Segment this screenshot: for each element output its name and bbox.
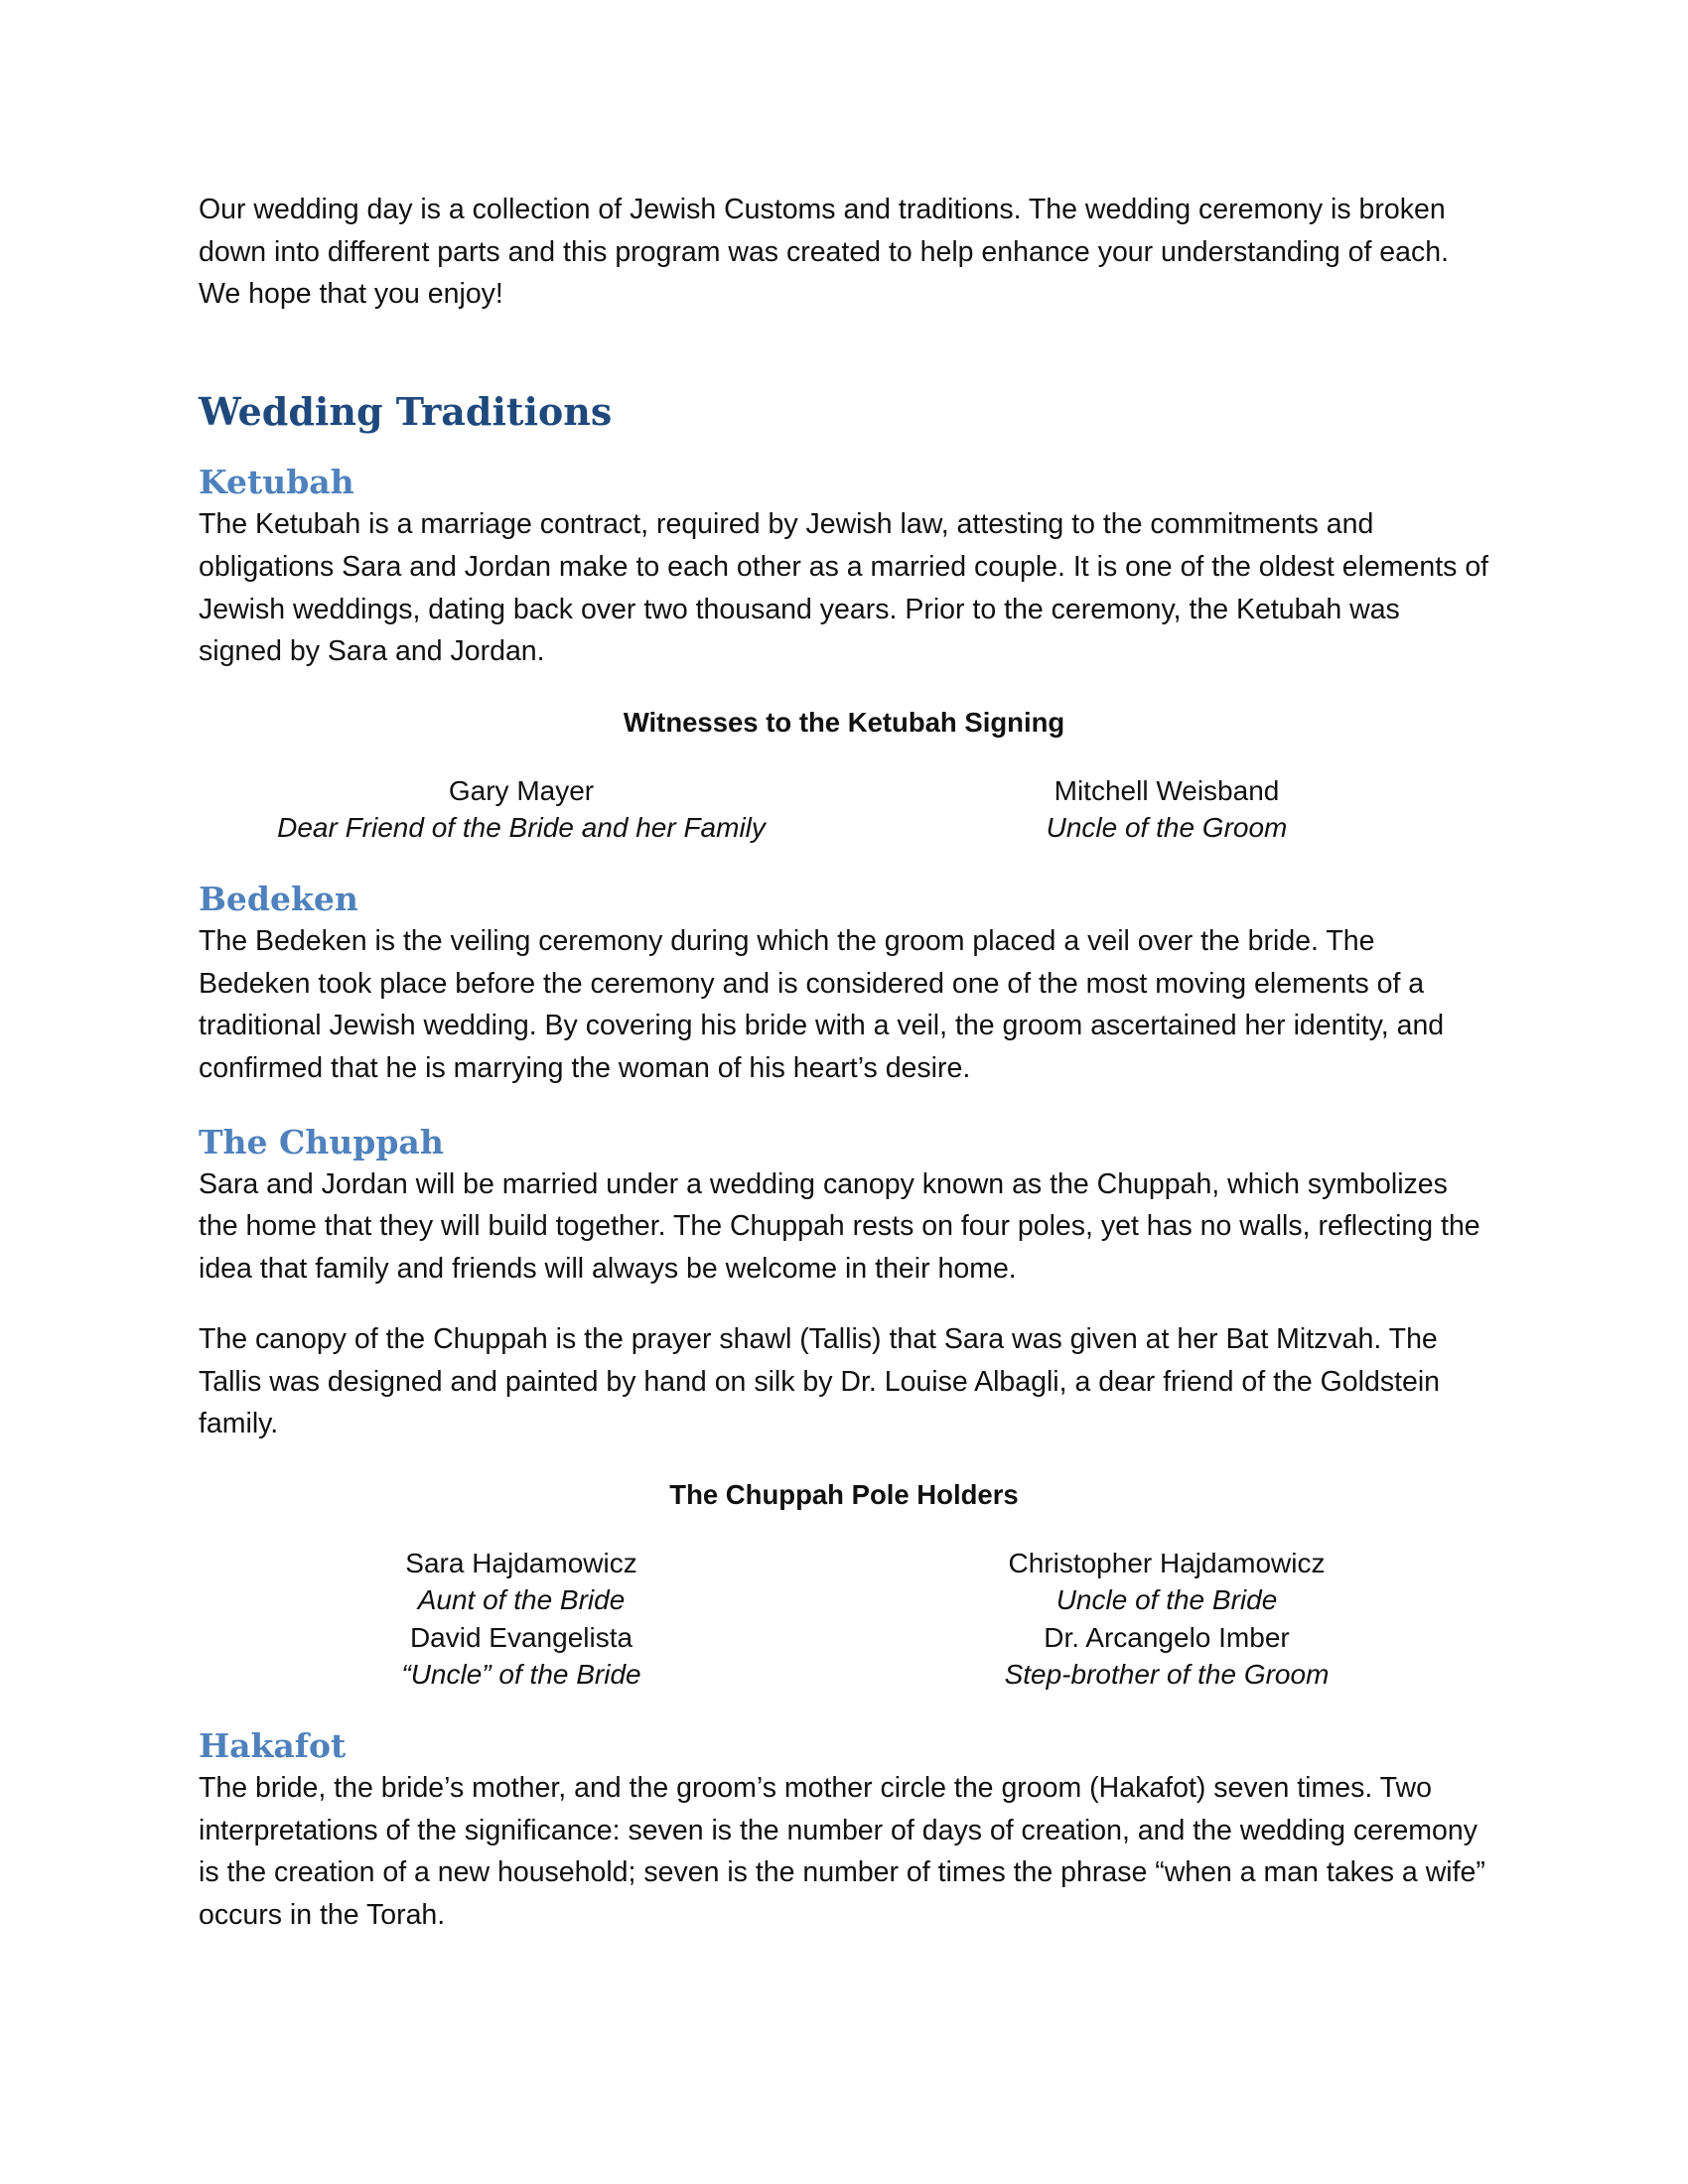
section-title: Wedding Traditions <box>199 389 613 435</box>
document-page <box>199 189 1489 1969</box>
holder-role: “Uncle” of the Bride <box>401 1659 641 1691</box>
bedeken-section <box>199 879 1489 1090</box>
pole-holders-right <box>844 1545 1489 1694</box>
holder-name: Christopher Hajdamowicz <box>1008 1547 1326 1578</box>
pole-holders-heading: The Chuppah Pole Holders <box>669 1478 1019 1510</box>
pole-holders-list <box>199 1545 1489 1694</box>
chuppah-section <box>199 1122 1489 1694</box>
witnesses-heading: Witnesses to the Ketubah Signing <box>623 706 1065 738</box>
ketubah-section <box>199 462 1489 847</box>
witness-left <box>199 772 844 847</box>
chuppah-text-1: Sara and Jordan will be married under a wedding canopy known as the Chuppah, which symbolizes the home that they will build together. The Chuppah rests on four poles, yet has no walls, reflecting the idea that family and friends will always be welcome in their home. <box>199 1167 1480 1286</box>
holder-role: Step-brother of the Groom <box>1004 1659 1330 1691</box>
ketubah-text: The Ketubah is a marriage contract, required by Jewish law, attesting to the commitments and obligations Sara and Jordan make to each other as a married couple. It is one of the oldest elements of Jewish weddings, dating back over two thousand years. Prior to the ceremony, the Ketubah was signed by Sara and Jordan. <box>199 508 1489 668</box>
intro-paragraph: Our wedding day is a collection of Jewish Customs and traditions. The wedding ceremony is broken down into different parts and this program was created to help enhance your understanding of each. We hope that you enjoy! <box>199 194 1450 311</box>
holder-name: Dr. Arcangelo Imber <box>1044 1621 1290 1653</box>
witness-role: Dear Friend of the Bride and her Family <box>277 812 766 844</box>
hakafot-title: Hakafot <box>199 1725 347 1765</box>
witness-name: Gary Mayer <box>448 774 595 806</box>
chuppah-title: The Chuppah <box>199 1122 444 1161</box>
chuppah-text-2: The canopy of the Chuppah is the prayer shawl (Tallis) that Sara was given at her Bat Mitzvah. The Tallis was designed and painted by hand on silk by Dr. Louise Albagli, a dear friend of the Goldstein family. <box>199 1322 1441 1440</box>
holder-role: Uncle of the Bride <box>1055 1584 1278 1616</box>
holder-name: David Evangelista <box>409 1621 633 1653</box>
bedeken-text: The Bedeken is the veiling ceremony during which the groom placed a veil over the bride. The Bedeken took place before the ceremony and is considered one of the most moving elements of a traditional Jewish wedding. By covering his bride with a veil, the groom ascertained her identity, and confirmed that he is marrying the woman of his heart’s desire. <box>199 924 1445 1085</box>
ketubah-title: Ketubah <box>199 463 354 502</box>
hakafot-section <box>199 1725 1489 1937</box>
bedeken-title: Bedeken <box>199 879 358 918</box>
hakafot-text: The bride, the bride’s mother, and the groom’s mother circle the groom (Hakafot) seven times. Two interpretations of the significance: seven is the number of days of creation, and the wedding ceremony is the creation of a new household; seven is the number of times the phrase “when a man takes a wife” occurs in the Torah. <box>199 1771 1485 1932</box>
witness-role: Uncle of the Groom <box>1046 812 1288 844</box>
pole-holders-left <box>199 1545 844 1694</box>
witness-name: Mitchell Weisband <box>1054 774 1280 806</box>
witness-right <box>844 772 1489 847</box>
holder-name: Sara Hajdamowicz <box>405 1547 637 1578</box>
holder-role: Aunt of the Bride <box>417 1584 626 1616</box>
witnesses-list <box>199 772 1489 847</box>
